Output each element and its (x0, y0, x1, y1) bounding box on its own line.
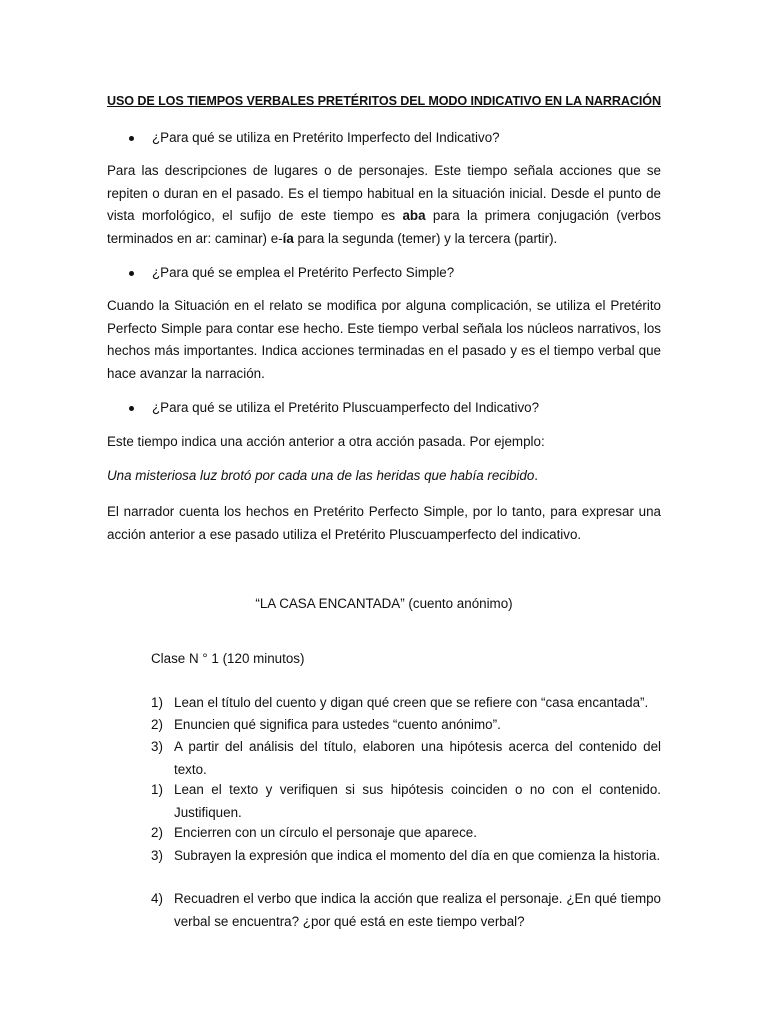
activity-number: 4) (151, 891, 163, 906)
bold-suffix-ia: ía (282, 230, 294, 246)
activity-text: Lean el título del cuento y digan qué creen que se refiere con “casa encantada”. (174, 695, 649, 710)
activity-text: A partir del análisis del título, elaboren una hipótesis acerca del contenido del texto. (174, 739, 661, 777)
paragraph-imperfecto (107, 160, 661, 250)
activity-text: Encierren con un círculo el personaje que aparece. (174, 825, 477, 840)
activity-number: 2) (151, 717, 163, 732)
activity-number: 3) (151, 739, 163, 754)
activity-number: 2) (151, 825, 163, 840)
bullet-icon (129, 136, 134, 141)
question-text: ¿Para qué se emplea el Pretérito Perfecto Simple? (152, 265, 455, 280)
activity-text: Subrayen la expresión que indica el momento del día en que comienza la historia. (174, 848, 661, 863)
bullet-icon (129, 406, 134, 411)
bullet-icon (129, 271, 134, 276)
paragraph-perfecto-simple: Cuando la Situación en el relato se modifica por alguna complicación, se utiliza el Pretérito Perfecto Simple para contar ese hecho. Este tiempo verbal señala los núcleos narrativos, los hechos más importantes. Indica acciones terminadas en el pasado y es el tiempo verbal que hace avanzar la narración. (107, 298, 661, 381)
example-sentence (107, 465, 661, 488)
example-period: . (534, 468, 539, 483)
example-text: Una misteriosa luz brotó por cada una de las heridas que había recibido (107, 468, 535, 483)
document-title: USO DE LOS TIEMPOS VERBALES PRETÉRITOS DEL MODO INDICATIVO EN LA NARRACIÓN (107, 94, 661, 108)
question-text: ¿Para qué se utiliza el Pretérito Pluscuamperfecto del Indicativo? (152, 400, 540, 415)
paragraph-text: Para las descripciones de lugares o de personajes. Este tiempo señala acciones que se repiten o duran en el pasado. Es el tiempo habitual en la situación inicial. Desde el punto de vista morfológico, el sufijo de este tiempo es (107, 163, 661, 223)
activity-text: Recuadren el verbo que indica la acción que realiza el personaje. ¿En qué tiempo verbal se encuentra? ¿por qué está en este tiempo verbal? (174, 891, 661, 929)
paragraph-pluscuamperfecto: Este tiempo indica una acción anterior a otra acción pasada. Por ejemplo: (107, 434, 545, 449)
activity-text: Lean el texto y verifiquen si sus hipótesis coinciden o no con el contenido. Justifiquen. (174, 782, 661, 820)
paragraph-text: para la segunda (temer) y la tercera (partir). (293, 230, 558, 246)
class-label: Clase N ° 1 (120 minutos) (151, 651, 305, 666)
activity-text: Enuncien qué significa para ustedes “cuento anónimo”. (174, 717, 501, 732)
activity-number: 1) (151, 782, 163, 797)
bold-suffix-aba: aba (402, 208, 426, 223)
paragraph-explanation: El narrador cuenta los hechos en Pretérito Perfecto Simple, por lo tanto, para expresar una acción anterior a ese pasado utiliza el Pretérito Pluscuamperfecto del indicativo. (107, 504, 661, 542)
paragraph-text: para la primera conjugación (verbos terminados en ar: caminar) e- (107, 208, 661, 246)
activity-number: 1) (151, 695, 163, 710)
question-text: ¿Para qué se utiliza en Pretérito Imperfecto del Indicativo? (152, 130, 500, 145)
activity-number: 3) (151, 848, 163, 863)
story-title: “LA CASA ENCANTADA” (cuento anónimo) (255, 596, 513, 611)
